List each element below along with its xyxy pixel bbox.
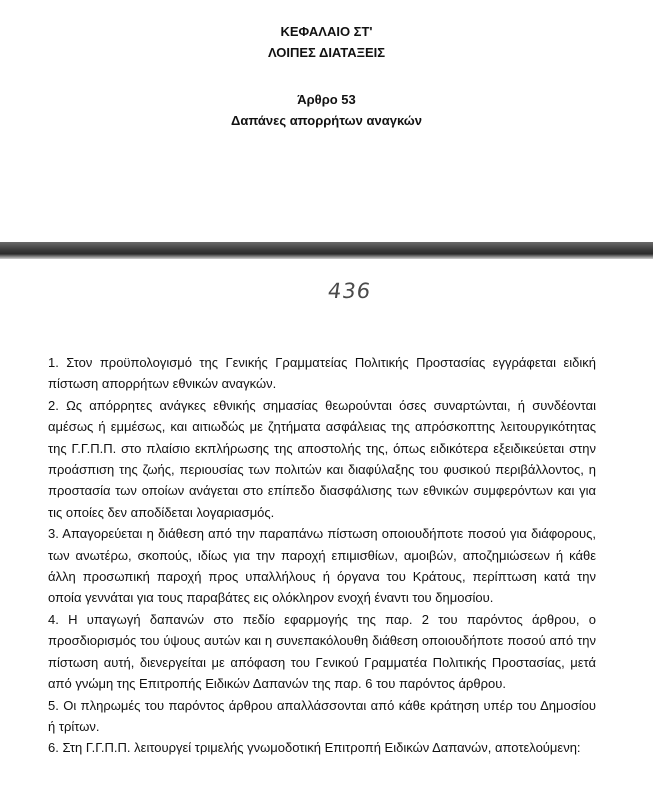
page-divider	[0, 242, 653, 259]
paragraph-2: 2. Ως απόρρητες ανάγκες εθνικής σημασίας θεωρούνται όσες συναρτώνται, ή συνδέονται αμέσως ή εμμέσως, και αιτιωδώς με ζητήματα ασφάλειας της απρόσκοπτης λειτουργικότητας της Γ.Γ.Π.Π. στο πλαίσιο εκπλήρωσης της αποστολής της, όπως ειδικότερα εξειδικεύεται στην προάσπιση της ζωής, περιουσίας των πολιτών και διαφύλαξης του φυσικού περιβάλλοντος, η προστασία των οποίων ανάγεται στο επίπεδο διασφάλισης των εθνικών συμφερόντων και για τις οποίες δεν αποδίδεται λογαριασμός.	[48, 397, 596, 520]
article-number: Άρθρο 53	[297, 92, 356, 107]
article-body	[48, 352, 596, 759]
paragraph-5: 5. Οι πληρωμές του παρόντος άρθρου απαλλάσσονται από κάθε κράτηση υπέρ του Δημοσίου ή τρίτων.	[48, 697, 596, 734]
handwritten-page-number: 436	[326, 279, 373, 303]
article-heading	[0, 89, 653, 131]
chapter-subtitle: ΛΟΙΠΕΣ ΔΙΑΤΑΞΕΙΣ	[267, 45, 386, 60]
chapter-title: ΚΕΦΑΛΑΙΟ ΣΤ'	[280, 24, 373, 39]
paragraph-3: 3. Απαγορεύεται η διάθεση από την παραπάνω πίστωση οποιουδήποτε ποσού για διάφορους, των ανωτέρω, σκοπούς, ιδίως για την παροχή επιμισθίων, αμοιβών, αποζημιώσεων ή κάθε άλλη προσωπική παροχή προς υπαλλήλους ή όργανα του Κράτους, περίπτωση κατά την οποία γεννάται για τους παραβάτες εις ολόκληρον ενοχή έναντι του δημοσίου.	[48, 526, 596, 606]
paragraph-1: 1. Στον προϋπολογισμό της Γενικής Γραμματείας Πολιτικής Προστασίας εγγράφεται ειδική πίστωση απορρήτων εθνικών αναγκών.	[48, 355, 596, 392]
article-title: Δαπάνες απορρήτων αναγκών	[231, 113, 422, 128]
paragraph-6: 6. Στη Γ.Γ.Π.Π. λειτουργεί τριμελής γνωμοδοτική Επιτροπή Ειδικών Δαπανών, αποτελούμενη:	[48, 740, 581, 756]
paragraph-4: 4. Η υπαγωγή δαπανών στο πεδίο εφαρμογής της παρ. 2 του παρόντος άρθρου, ο προσδιορισμός του ύψους αυτών και η συνεπακόλουθη διάθεση οποιουδήποτε ποσού από την πίστωση αυτή, διενεργείται με απόφαση του Γενικού Γραμματέα Πολιτικής Προστασίας, μετά από γνώμη της Επιτροπής Ειδικών Δαπανών της παρ. 6 του παρόντος άρθρου.	[48, 611, 596, 692]
chapter-heading	[0, 21, 653, 63]
